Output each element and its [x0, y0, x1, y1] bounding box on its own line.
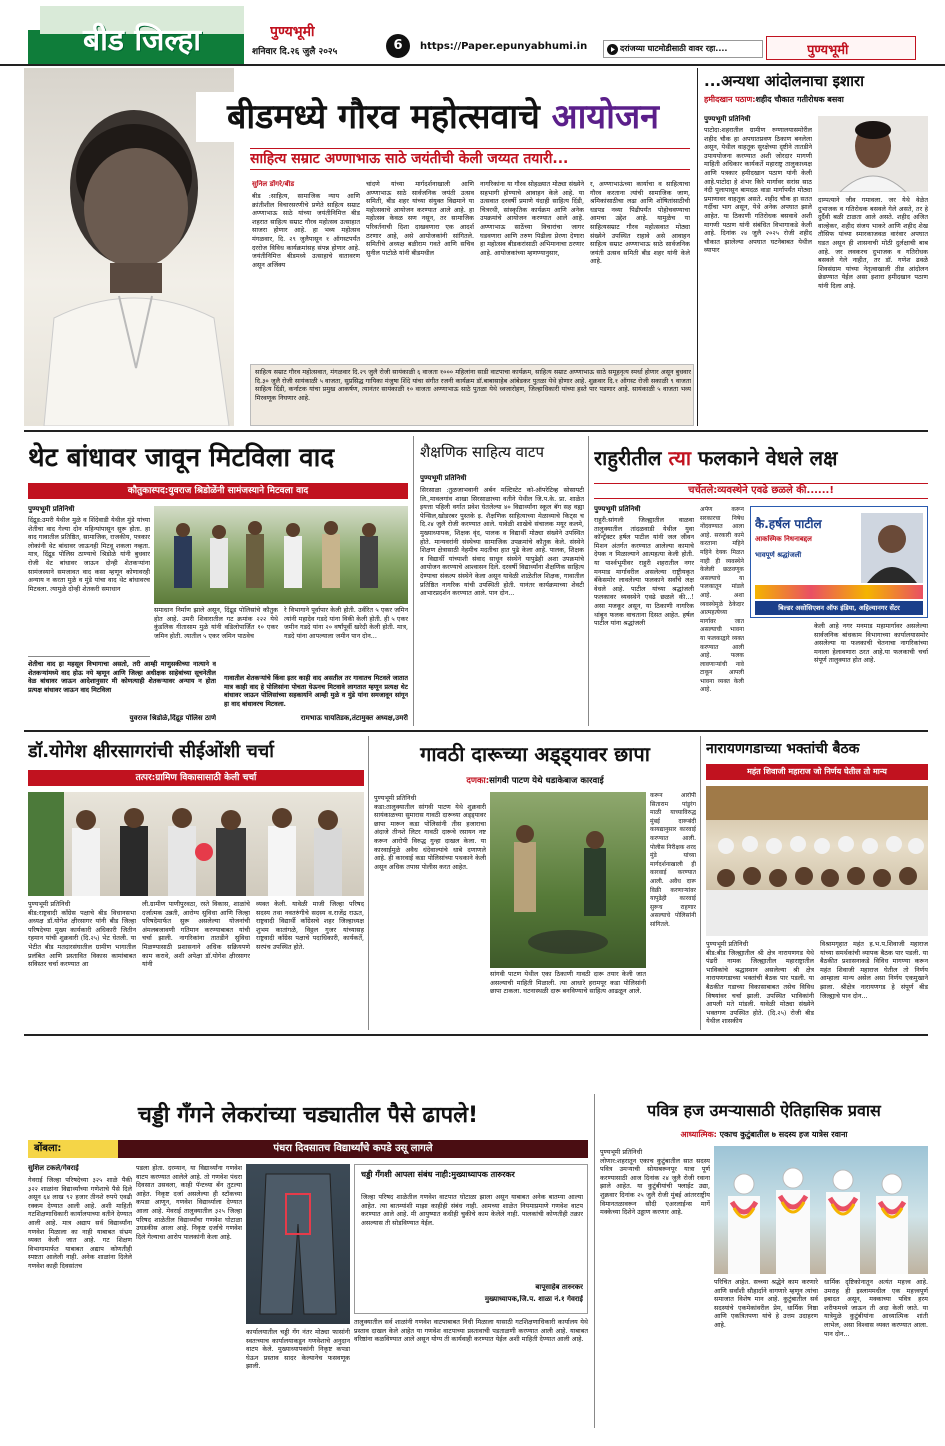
ticker-text: दरांजय्या घाटमोडीसाठी वावर रहा....	[620, 44, 728, 53]
shaik-headline: शैक्षणिक साहित्य वाटप	[420, 443, 544, 461]
rahuri-col-2: अर्पण करून सरकारचा निषेध नोंदवण्यात आला आहे. सरकारी कामे करताना महिने महिने देयक मिळत नाही ही व्यवस्थेने केलेली छळवणूक असल्याचे या फलकातून मांडले आहे. अशा व्यवस्थेमुळे ठेकेदार आत्महत्येच्या मार्गावर जात असल्याची भावना या फलकाद्वारे व्यक्त करण्यात आली आहे. फलक लावणाऱ्यांची नावे टाकून आपली भावना व्यक्त केली आहे.	[700, 506, 744, 694]
thet-quote-1: शेतीचा वाद हा महसूल विभागाचा असतो, तरी आम्ही माणुसकीच्या नात्याने व शेतकऱ्यांमध्ये वाद होऊ नये म्हणून आणि जिल्हा अधीक्षक साहेबांच्या सूचनेतील वेळ बांधावर जाऊन आदेशानुसार मी कोणत्याही शेतकऱ्यावर अन्याय न होता प्रत्यक्ष बांधावर जाऊन वाद मिटविला	[28, 660, 216, 694]
rahuri-banner	[750, 506, 928, 618]
divider	[24, 1034, 928, 1036]
haj-family-photo	[714, 1146, 928, 1274]
page-number: 6	[386, 34, 410, 58]
daru-col-1: पुण्यभूमी प्रतिनिधी कडा:तालुक्यातील सांगवी पाटण येथे शुक्रवारी सायंकाळच्या सुमारास गावठी दारूच्या अड्ड्यावर छापा मारून कडा पोलिसांनी तीस हजाराचा अंदाजे तीनशे लिटर गावठी दारूचे रसायन नष्ट करून आरोपी विरुद्ध गुन्हा दाखल केला. या कारवाईमुळे अवैध धंदेवाल्यांचे धाबे दणाणले आहे. ही कारवाई कडा पोलिसांच्या पथकाने केली असून अधिक तपास पोलीस करत आहेत.	[374, 794, 486, 871]
daru-col-2: सांगवी पाटण येथील एका ठिकाणी गावठी दारू तयार केली जात असल्याची माहिती मिळाली. त्या आधारे हरामपूर कडा पोलिसांनी छापा टाकला. घटनास्थळी दारू बनविण्याचे साहित्य आढळून आले.	[490, 970, 646, 996]
divider	[594, 1094, 595, 1428]
chaddi-col-1: गेवराई जिल्हा परिषदेच्या ३२५ शाळे पैकी ३२२ शाळांना विद्यार्थ्यांच्या गणेशाचे पैसे दिले असून ६४ लाख ९२ हजार तीनशे रुपये एवढी रक्कम देण्यात आली आहे. अशी माहिती गटशिक्षणाधिकारी कार्यालयाच्या वतीने देण्यात आली आहे. मात्र अद्याप सर्व विद्यार्थ्यांना गणवेश मिळाला का नाही याबाबत संभ्रम व्यक्त केली जात आहे. गट शिक्षण विभागामार्फत याबाबत अद्याप कोणतीही स्पष्टता आलेली नाही. अनेक शाळांना दिलेले गणवेश काही दिवसांतच	[28, 1176, 132, 1270]
chaddi-label: बोंबला:	[28, 1140, 118, 1158]
logo-text: पुण्यभूमी	[807, 43, 849, 58]
rahuri-subhead: चर्चेतले:व्यवस्थेने एवढे छळले की......!	[594, 483, 928, 499]
thet-caption-1: समाधान निर्माण झाले असून, दिंद्रूड पोलिसांचे कौतुक होत आहे. उमरी शिवारातील गट क्रमांक २२२ येथे कुंडलिक गीतासाम मुळे यांनी वडिलोपार्जित १० एकर जमिन होती. त्यातील ५ एकर जमिन पाठवेच	[154, 606, 278, 640]
yogesh-subhead: तत्पर:ग्रामिण विकासासाठी केली चर्चा	[28, 770, 364, 786]
haj-col-1: पुण्यभूमी प्रतिनिधी लोणार:शहरातून एकाच कुटुंबातील सात सदस्य पवित्र उमऱ्याची सोयाबरूनपूर यात्रा पूर्ण करण्यासाठी आज दिनांक २४ जुलै रोजी रवाना झाले आहेत. या कुटुंबीयांची फ्लाईट उद्या, शुक्रवार दिनांक २५ जुलै रोजी मुंबई आंतरराष्ट्रीय विमानतळावरून सौदी एअरलाईन्स मार्गे मक्केच्या दिशेने उड्डाण करणार आहे.	[600, 1148, 710, 1217]
lead-subhead: साहित्य सम्राट अण्णाभाऊ साठे जयंतीची केली जय्यत तयारी...	[250, 148, 690, 170]
divider	[368, 736, 369, 1030]
thet-headline: थेट बांधावर जावून मिटविला वाद	[28, 443, 335, 473]
chaddi-col-5: तालुक्यातील सर्व शाळांनी गणवेश वाटपाबाबत निधी मिळाला यासाठी गटशिक्षणाधिकारी कार्यालय येथे प्रस्ताव दाखल केले आहेत या गणवेश वाटपाच्या प्रस्तावाची पडताळणी करण्यात आली आहे. याबाबत वरिष्ठांना कळविण्यात आले असून योग्य ती कार्यवाही करण्यात येईल अशी माहिती देण्यात आली आहे.	[354, 1318, 588, 1344]
chaddi-byline: सुशिल टकले/गेवराई	[28, 1164, 79, 1172]
daru-raid-photo	[490, 792, 646, 968]
banner-sub: आकस्मिक निधनाबद्दल	[755, 535, 812, 543]
lead-footer-box	[250, 364, 694, 426]
lead-col-4: र, अण्णाभाऊंच्या कार्याचा व साहित्याचा गौरव करताना त्यांची सामाजिक जाण, श्रमिकांसाठीचा लढा आणि शोषितांसाठीची धडपड नव्या पिढीपर्यंत पोहोचवण्याचा आमचा उद्देश आहे. यामुळेच या साहित्यसम्राट गौरव महोत्सवात मोठ्या संख्येने उपस्थित राहावे असे आवाहन साहित्य सम्राट अण्णाभाऊ साठे सार्वजनिक जयंती उत्सव समिती बीड शहर यांनी केले आहे.	[590, 180, 690, 266]
shaik-text: सिरसाळा :तुळजाभवानी अर्बन मल्टिस्टेट को-ऑपरेटिव्ह सोसायटी लि.,मावलगांव शाखा सिरसाळाच्या वतीने येथील जि.प.के. प्रा. शाळेत इयत्ता पहिली वर्गात प्रवेश घेतलेल्या ४० विद्यार्थ्यांना स्कूल बॅग सह वह्या पेन्सिल,खोडरबर पुस्तके इ. शैक्षणिक साहित्याच्या मेळाव्याचे किट्स च दि.२४ जुलै रोजी करण्यात आले. यावेळी शाखेचे संचालक मयूर कलमे, मुख्याध्यापक, शिक्षक वृंद, पालक व विद्यार्थी मोठ्या संख्येने उपस्थित होते. मान्यवरांनी संस्थेच्या सामाजिक उपक्रमांचे कौतुक केले. संस्थेने शिक्षण क्षेत्रासाठी नेहमीच मदतीचा हात पुढे केला आहे. पालक, शिक्षक व विद्यार्थी यांच्याशी संवाद साधून संस्थेने यापुढेही अशा उपक्रमांचे आयोजन करण्याचे आश्वासन दिले. दरवर्षी विद्यार्थ्यांना शैक्षणिक साहित्य देण्याचा संकल्प संस्थेने केला असून यावेळी शाळेतील शिक्षक, गावातील प्रतिष्ठित नागरिक यांची उपस्थिती होती. यानंतर कार्यक्रमाच्या शेवटी आभारप्रदर्शन करण्यात आले. पान दोन...	[420, 486, 584, 598]
thet-byline: पुण्यभूमी प्रतिनिधी	[28, 505, 75, 513]
masthead-logo	[766, 36, 916, 60]
divider	[24, 730, 928, 732]
paper-url[interactable]: https://Paper.epunyabhumi.in	[420, 41, 588, 52]
rahuri-headline-b: त्या	[668, 446, 692, 470]
rahuri-headline-a: राहुरीतील	[594, 446, 669, 470]
lead-byline: सुनिल डोंगरे/बीड	[252, 180, 295, 188]
haj-subhead-b: एकाच कुटुंबातील ७ सदस्य हज यात्रेस रवाना	[716, 1130, 848, 1139]
rt-subhead-name: हमीदखान पठाण:	[704, 95, 756, 104]
thet-farm-photo	[154, 506, 408, 604]
haj-subhead	[600, 1128, 928, 1142]
banner-flowers	[755, 585, 923, 599]
lead-col-1: बीड :साहित्य, सामाजिक न्याय आणि क्रांतीशील विचारसरणीचे प्रणेते साहित्य सम्राट अण्णाभाऊ साठे यांच्या जयंतीनिमित्त बीड शहरात साहित्य सम्राट गौरव महोत्सव उत्साहात साजरा होणार आहे. हा भव्य महोत्सव मंगळवार, दि. २९ जुलैपासून १ ऑगस्टपर्यंत दररोज विविध कार्यक्रमांसह संपन्न होणार आहे. जयंतीनिमित्त बीडमध्ये उत्साहाचे वातावरण असून अजिंक्य	[252, 192, 360, 269]
rt-col-1: पाटोदा:शहरातील ग्रामीण रुग्णालयासमोरील शहीद चौक हा अपघातप्रवण ठिकाण बनलेला असून, येथील वाहतूक सुरक्षेच्या दृष्टीने तातडीने उपाययोजना करण्यात अशी जोरदार मागणी माहिती अधिकार कार्यकर्ते महाराष्ट्र तालुकाध्यक्ष आणि पत्रकार हमीदखान पठाण यांनी केली आहे.पाटोदा हे शंभर किरे मार्गावर सरांस साठ नंदी पुलापासून बामदळ वाडा मार्गापर्यंत मोठ्या प्रमाणावर वाहतूक असते. शहीद चौक हा सतत गर्दीचा भाग असून, येथे अनेक अपघात झाले आहेत. या ठिकाणी गतिरोधक बसवावे अशी मागणी पठाण यांनी संबंधित विभागाकडे केली आहे. दिनांक २४ जुलै २०२५ रोजी शहीद चौकात झालेल्या अपघात घटनेबाबत येथील व्यापार	[704, 126, 812, 255]
lead-headline-b: आयोजन	[551, 97, 660, 137]
divider	[700, 736, 701, 1030]
rt-headline: ...अन्यथा आंदोलनाचा इशारा	[704, 72, 865, 90]
narayan-headline: नारायणगडाच्या भक्तांची बैठक	[706, 741, 860, 757]
rahuri-headline	[594, 440, 928, 476]
haj-col-3: धार्मिक दृष्टिकोनातून अत्यंत महत्त्व आहे. उमराह ही इस्लाममधील एक महत्त्वपूर्ण इबादत असून, मक्काच्या पवित्र हरम शरीफमध्ये जाऊन ती अदा केली जाते. या यात्रेमुळे कुटुंबीयांना आध्यात्मिक शांती लाभेल, असा विश्वास व्यक्त करण्यात आला. पान दोन...	[824, 1278, 928, 1338]
section-label: बीड जिल्हा	[82, 23, 202, 58]
thet-subhead: कौतुकास्पद:युवराज श्रिडोळेंनी सामंजस्याने मिटवला वाद	[28, 483, 408, 499]
haj-col-2: परिचित आहेत. सच्च्या श्रद्धेने काम करणारे आणि सर्वांशी सौहार्दाने वागणारे म्हणून त्यांचा समाजात विशेष मान आहे. कुटुंबातील सर्व सदस्यांचे एकमेकांवरील प्रेम, धार्मिक निष्ठा आणि एकत्रितपणा यांचे हे उत्तम उदाहरण आहे.	[714, 1278, 818, 1329]
lead-footer: साहित्य सम्राट गौरव महोत्सवात, मंगळवार दि.२९ जुलै रोजी सायंकाळी ६ वाजता १००० महिलांना साडी वाटपाचा कार्यक्रम, साहित्य सम्राट अण्णाभाऊ साठे समूहनृत्य स्पर्धा होणार असून बुधवार दि.३० जुलै रोजी सायंकाळी ५ वाजता, सुप्रसिद्ध गायिका मंजुषा शिंदे यांचा संगीत रजनी कार्यक्रम डॉ.बाबासाहेब आंबेडकर पुतळा येथे होणार आहे. शुक्रवार दि.१ ऑगस्ट रोजी सकाळी ९ वाजता साहित्य दिंडी, कर्नाटक यांचा प्रमुख आकर्षण, त्यानंतर सायंकाळी १० वाजता अण्णाभाऊ साठे पुतळा येथे ध्वजारोहण, जिल्हाधिकारी यांच्या हस्ते पार पडणार आहे. सायंकाळी ५ वाजता भव्य मिरवणूक निघणार आहे.	[255, 368, 691, 402]
yogesh-col-3: व्यक्त केली. यावेळी माजी जिल्हा परिषद सदस्य तथा नवतरुंगीचे सदस्य व.राजेंद्र राऊत, राष्ट्रवादी विद्यार्थी काँग्रेसचे शहर जिल्हाध्यक्ष शुभम कातांगळे, विठ्ठल गुजर यांच्यासह राष्ट्रवादी काँग्रेस पक्षाचे पदाधिकारी, कार्यकर्ते, सरपंच उपस्थित होते.	[256, 900, 364, 951]
chaddi-col-2: पडला होता. दरम्यान, या विद्यार्थ्यांना गणवेश वाटप करण्यात आलेले आहे. तो गणवेश पंधरा दिवसात उसवला, काही पॅन्टच्या बँन तुटल्या आहेत. निकृष्ट दर्जा असलेल्या ही स्टॉकच्या कपडा आणून, गणवेश विद्यार्थ्याला देण्यात आला आहे. मेवराई तालुक्यातील ३२५ जिल्हा परिषद शाळेतील विद्यार्थ्यांचा गणवेश घोटाळा उघडकीस आला आहे. निकृष्ट दर्जाचे गणवेश दिले गेल्याचा आरोप पालकांनी केला आहे.	[136, 1164, 242, 1241]
rt-byline: पुण्यभूमी प्रतिनिधी	[704, 115, 751, 123]
daru-headline: गावठी दारूच्या अड्ड्यावर छापा	[420, 742, 650, 766]
lead-headline-a: बीडमध्ये गौरव महोत्सवाचे	[226, 97, 552, 137]
narayan-meeting-photo	[706, 786, 928, 936]
chaddi-headline: चड्डी गँगने लेकरांच्या चड्यातील पैसे ढापले!	[137, 1103, 479, 1128]
daru-subhead	[374, 774, 696, 788]
banner-tag: भावपूर्ण श्रद्धांजली	[755, 551, 802, 559]
chaddi-box-sig-b: मुख्याध्यापक,जि.प. शाळा नं.१ गेवराई	[484, 1295, 583, 1303]
chaddi-box	[354, 1164, 588, 1314]
paper-name: पुण्यभूमी	[270, 24, 315, 40]
divider	[28, 656, 150, 657]
yogesh-col-2: ली.ग्रामीण पाणीपुरवठा, रस्ते विकास, शाळांचे दर्जात्मक उन्नती, आरोग्य सुविधा आणि जिल्हा परिषदेमार्फत सुरू असलेल्या योजनांची अंमलबजावणी गतिमान करण्याबाबत यांची चर्चा झाली. नागरिकांना तातडीने सुविधा मिळण्यासाठी प्रशासनाने अधिक सक्रियपणे काम करावे, अशी अपेक्षा डॉ.योगेश क्षीरसागर यांनी	[142, 900, 250, 969]
shaik-byline: पुण्यभूमी प्रतिनिधी	[420, 474, 467, 482]
hamidkhan-pathan-photo	[818, 116, 928, 192]
lead-headline	[196, 92, 690, 142]
narayan-subhead: महंत शिवाजी महाराज जो निर्णय घेतील तो मान्य	[706, 764, 928, 780]
play-icon	[607, 44, 618, 55]
divider	[24, 430, 928, 432]
rt-subhead-rest: शहीद चौकात गतीरोधक बसवा	[755, 95, 844, 104]
narayan-col-1: पुण्यभूमी प्रतिनिधी बीड:बीड जिल्ह्यातील श्री क्षेत्र नारायणगड येथे पंढरी नामक जिल्ह्यातील महाराष्ट्रातील भाविकांचे श्रद्धास्थान असलेल्या श्री क्षेत्र नारायणगडाच्या भक्तांची बैठक पार पडली. या बैठकीत गडाच्या विकासाबाबत तसेच विविध विषयांवर चर्चा झाली. उपस्थित भाविकांनी आपली मते मांडली. यावेळी मोठ्या संख्येने भक्तगण उपस्थित होते. (दि.२५) रोजी बीड येथील शासकीय	[706, 940, 814, 1026]
thet-quote-1-sig: युवराज श्रिडोळे,दिंद्रूड पोलिस ठाणे	[129, 714, 216, 722]
ticker	[603, 40, 763, 58]
divider	[697, 68, 698, 426]
divider	[413, 436, 414, 726]
yogesh-col-1: पुण्यभूमी प्रतिनिधी बीड:राष्ट्रवादी काँग्रेस पक्षाचे बीड विधानसभा अध्यक्ष डॉ.योगेश क्षीरसागर यांनी बीड जिल्हा परिषदेच्या मुख्य कार्यकारी अधिकारी जितीन रहमान यांची शुक्रवारी (दि.२५) भेट घेतली. या भेटीत बीड मतदारसंघातील ग्रामीण भागातील प्रलंबित आणि प्रस्तावित विकास कामांबाबत सविस्तर चर्चा करण्यात आ	[28, 900, 136, 969]
banner-footer: बिल्डर असोसिएशन ऑफ इंडिया, अहिल्यानगर सेंटर	[755, 601, 923, 615]
daru-subhead-a: दणका:	[466, 776, 490, 786]
divider	[588, 436, 589, 726]
chaddi-box-text: जिल्हा परिषद शाळेतील गणवेश वाटपात घोटाळा झाला असून याबाबत अनेक बातम्या आल्या आहेत. त्या बातम्यांशी माझा काहीही संबंध नाही. आमच्या शाळेत नियमाप्रमाणे गणवेश वाटप करण्यात आले आहे. मी आयुष्यात कधीही चुकीचे काम केलेले नाही. पालकांची कोणतीही तक्रार असल्यास ती सोडविण्यात येईल.	[361, 1193, 583, 1227]
thet-col-1: दिंद्रूड:उमरी येथील मुळे व शिंदेवाडी येथील मुंडे यांच्या शेतीचा वाद गेल्या दोन महिन्यांपासून सुरू होता. हा वाद गावातील प्रतिष्ठित, सामाजिक, राजकीय, पत्रकार लोकांनी थेट बांधावर जाऊनही मिटवू शकला नव्हता. मात्र, दिंद्रूड पोलिस ठाण्याचे श्रिडोळे यांनी बुधवार रोजी थेट बांधावर जाऊन दोन्ही शेतकऱ्यांना सामंजस्याने समजावत वाद कसा म्हणून कोणावरही अन्याय न करता मुळे व मुंडे यांचा वाद थेट बांधावरच मिटवला. त्यामुळे दोन्ही शेतकरी समाधान	[28, 516, 150, 593]
lead-col-3: नागरिकांना या गौरव सोहळ्यात मोठ्या संख्येने सहभागी होण्याचे आवाहन केले आहे. या उत्सवात दरवर्षी प्रमाणे यंदाही साहित्य दिंडी, चित्ररथी, सांस्कृतिक कार्यक्रम आणि अनेक उपक्रमांचे आयोजन करण्यात आले आहे. अण्णाभाऊ साठेंच्या विचारांचा जागर घडवणारा आणि तरुण पिढीला प्रेरणा देणारा हा महोत्सव बीडकरांसाठी अभिमानाचा ठरणार आहे. आयोजकांच्या म्हणण्यानुसार,	[480, 180, 584, 257]
thet-quote-2-sig: रामभाऊ घायतिडक,तंटामुक्त अध्यक्ष,उमरी	[300, 714, 408, 722]
chaddi-col-3: कार्यालयातील चड्डी गँग नंतर मोठ्या फासांनी स्वतःच्याच कार्यालयाकडून गणवेशाचे अनुदान वाटप केले. मुख्याध्यापकांनी निकृष्ट कपडा घेऊन प्रस्ताव सादर केल्यानेच फसवणूक झाली.	[246, 1328, 350, 1371]
thet-caption-2: रे विभागाने पूर्वापार केली होती. उर्वरित ५ एकर जमिन त्यांनी महादेव गडदे यांना विकी केली होती. ही ५ एकर जमीन गडदे यांना २० वर्षांपूर्वी खरेदी केली होती. मात्र, गडदे यांना आपल्याला जमीन पान दोन...	[284, 606, 408, 640]
rt-col-2: दाम्पत्याने जीव गमावला. जर येथे वेळेत दुभाजक व गतिरोधक बसवले गेले असते, तर हे दुर्दैवी बळी टाळता आले असते. शहीद अजित वाल्हेकर, शहीद संजय भाकरे आणि शहीद शेख तौसिफ यांच्या स्मारकाजवळ वारंवार अपघात घडत असून ही शासनाची मोठी दुर्लक्षाची बाब आहे. जर लवकरच दुभाजक व गतिरोधक बसवले गेले नाहीत, तर डॉ. गणेश ढवळे शिवसंग्राम यांच्या नेतृत्वाखाली तीव्र आंदोलन छेडण्यात येईल असा इशारा हमीदखान पठाण यांनी दिला आहे.	[818, 196, 928, 290]
chaddi-box-sig-a: बापूसाहेब तारुरकर	[535, 1283, 583, 1291]
masthead	[0, 0, 945, 66]
haj-headline: पवित्र हज उमऱ्यासाठी ऐतिहासिक प्रवास	[647, 1101, 881, 1120]
banner-portrait	[861, 513, 923, 583]
rahuri-col-1: राहुरी:सांगली जिल्ह्यातील वाळवा तालुक्यातील तांदळवाडी येथील युवा कॉन्ट्रॅक्टर हर्षल पाटील यांनी जल जीवन मिशन अंतर्गत करण्यात आलेल्या कामाचे देयक न मिळाल्याने आत्महत्या केली होती. या पार्श्वभूमीवर राहुरी शहरातील नगर मनमाड मार्गावरील असलेल्या राष्ट्रीयकृत बँकेसमोर लावलेल्या फलकाने सर्वांचे लक्ष वेधले आहे. पाटील यांच्या श्रद्धांजली फलकावर व्यवस्थेने एवढे छळले की...! असा मजकूर असून, या ठिकाणी नागरिक थांबून फलक वाचताना दिसत आहेत. हर्षल पाटील यांना श्रद्धांजली	[594, 516, 694, 628]
daru-col-3: करून आरोपी सिताराम पांडुरंग माळी याच्याविरुद्ध मुंबई दारूबंदी कायद्यानुसार कारवाई करण्यात आली. पोलीस निरीक्षक शरद मुंडे यांच्या मार्गदर्शनाखाली ही कारवाई करण्यात आली. अवैध दारू विक्री करणाऱ्यांवर यापुढेही कारवाई सुरूच राहणार असल्याचे पोलिसांनी सांगितले.	[650, 792, 696, 928]
yogesh-headline: डॉ.योगेश क्षीरसागरांची सीईओंशी चर्चा	[28, 741, 274, 762]
yogesh-meeting-photo	[28, 792, 364, 896]
chaddi-box-head: चड्डी गँगशी आपला संबंध नाही:मुख्याध्यापक तारुरकर	[361, 1170, 515, 1179]
narayan-col-2: विश्रामगृहात महंत ह.भ.प.शिवाजी महाराज यांच्या समर्थकांची व्यापक बैठक पार पडली. या बैठकीत प्रशासनाकडे विविध मागण्या करून महंत शिवाजी महाराज घेतील तो निर्णय आम्हाला मान्य असेल असा निर्णय एकमुखाने झाला. श्रीक्षेत्र नारायणगड हे संपूर्ण बीड जिल्ह्याचे पान दोन...	[820, 940, 928, 1000]
thet-quote-2: गावातील शेतकऱ्यांचे किंवा इतर काही वाद असतील तर गावातच मिटवले जातात मात्र काही वाद हे पोलिसांना पोचता घेऊनच मिटवावे लागतात म्हणून प्रत्यक्ष थेट बांधावर जाऊन पोलिसांच्या सहकार्याने आम्ही मुळे व मुंडे यांना समजावून सांगून हा वाद बांधावरच मिटवला.	[224, 674, 408, 708]
banner-title: कै.हर्षल पाटील	[755, 517, 822, 531]
lead-col-2: चांदणे यांच्या मार्गदर्शनाखाली आणि अण्णाभाऊ साठे सार्वजनिक जयंती उत्सव समिती, बीड शहर यांच्या संयुक्त विद्यमाने या महोत्सवाचे आयोजन करण्यात आले आहे. हा महोत्सव केवळ सण नसून, तर सामाजिक परिवर्तनाची दिशा दाखवणारा एक आदर्श ठरणार आहे, असे आयोजकांनी सांगितले. समितीचे अध्यक्ष बळीराम गवते आणि सचिव सुनील पाटोळे यांनी बीडमधील	[366, 180, 474, 257]
rahuri-col-3: केली आहे नगर मनमाड महामार्गावर असलेल्या सार्वजनिक बांधकाम विभागाच्या कार्यालयासमोर असलेल्या या फलकाची चेतनाचा नागरिकांच्या मनाला हेलावणारा ठरत आहे.या फलकाची चर्चा संपूर्ण तालुक्यात होत आहे.	[814, 622, 928, 665]
issue-date: शनिवार दि.२६ जुलै २०२५	[252, 47, 338, 57]
chaddi-subhead: पंधरा दिवसातच विद्यार्थ्यांचे कपडे उसू लागले	[118, 1140, 588, 1158]
rahuri-byline: पुण्यभूमी प्रतिनिधी	[594, 505, 641, 513]
chaddi-uniform-photo	[246, 1164, 350, 1324]
chaddi-subbar	[28, 1140, 588, 1158]
daru-subhead-b: सांगवी पाटण येथे धडाकेबाज कारवाई	[489, 776, 604, 786]
rahuri-headline-c: फलकाने वेधले लक्ष	[691, 446, 838, 470]
haj-subhead-a: आध्यात्मिक:	[680, 1130, 717, 1139]
rt-subhead	[704, 94, 928, 108]
